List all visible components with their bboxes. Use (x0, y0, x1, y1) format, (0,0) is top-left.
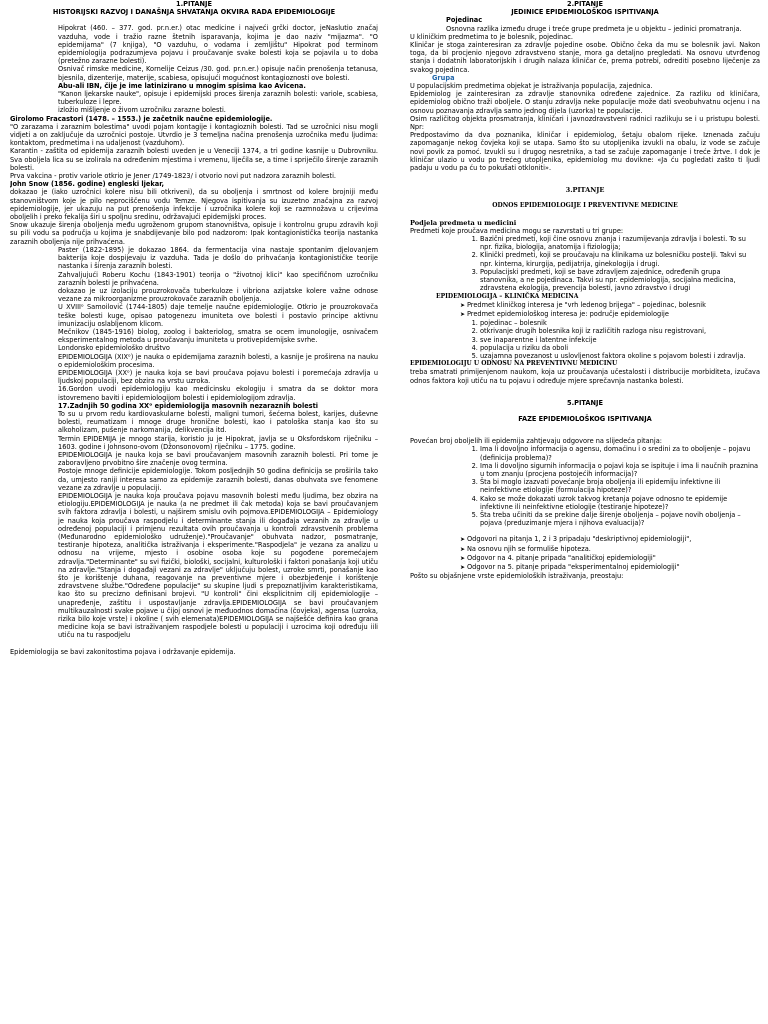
paragraph: Abu-ali IBN, čije je ime latinizirano u mnogim spisima kao Avicena. (58, 81, 306, 90)
paragraph: Epidemiolog je zainteresiran za zdravlje stanovnika određene zajednice. Za razliku od kliničara, epidemiolog obično traži oboljele. O stanju zdravlja neke populacije može dati sveobuhvatnu ocjenu i na osnovu poznavanja zdravlja samo jednog dijela (uzorka) te populacije. (410, 90, 760, 115)
list-item: 3. Populacijski predmeti, koji se bave zdravljem zajednice, određenih grupa stanovnika, a ne pojedinaca. Takvi su npr. epidemiologija, socijalna medicina, zdravstena ekologija, prevencija bolesti, javno zdravstvo i drugi (480, 268, 760, 293)
epi-klin-heading: EPIDEMIOLOGIJA – KLINIČKA MEDICINA (436, 292, 579, 300)
paragraph: Postoje mnoge definicije epidemiologije. Tokom posljednjih 50 godina definicija se proširila tako da, umjesto raniji interesa samo za epidemije zaraznih bolesti, danas obuhvata sve fenomene vezane za zdravlje u populaciji. (58, 467, 378, 492)
list-item: ➤ Predmet epidemiološkog interesa je: područje epidemiologije (460, 310, 760, 319)
paragraph: Hipokrat (460. – 377. god. pr.n.er.) otac medicine i najveći grčki doctor, jeNaslutio značaj vazduha, vode i tražio razne štetnih isparavanja, kojima je dao naziv "mijazma". "O epidemijama" (7 knjiga), "O vazduhu, o vodama i zemljištu" Hipokrat pod terminom epidemiologija podrazumjeva pojavu i proučavanje svake bolesti koja se pojavila u to doba (pretežno zarazne bolesti). (58, 24, 378, 66)
arrow-list (410, 535, 760, 572)
q2-number: 2.PITANJE (567, 0, 603, 8)
paragraph: John Snow (1856. godine) engleski ljekar, (10, 180, 164, 189)
q2-title: JEDINICE EPIDEMIOLOŠKOG ISPITIVANJA (511, 8, 659, 17)
list-item: 5. Šta treba učiniti da se prekine dalje širenje oboljenja – pojave novih oboljenja – pojava (preduzimanje mjera i njihova evaluacija)? (480, 511, 760, 527)
list-item: 2. otkrivanje drugih bolesnika koji iz različitih razloga nisu registrovani, (480, 327, 760, 335)
list-item: 1. Ima li dovoljno informacija o agensu, domaćinu i o sredini za to oboljenje – pojavu (definicija problema)? (480, 445, 760, 461)
paragraph: dokazao je uz izolaciju prouzrokovača tuberkuloze i vibriona azijatske kolere važne odnose vezane za mikroorganizme prouzrokovače zaraznih oboljenja. (58, 286, 378, 304)
paragraph: 16.Gordon uvodi epidemiologiju kao medicinsku ekologiju i smatra da se doktor mora istovremeno baviti i epidemiologijom bolesti i epidemiologijom zdravlja. (58, 385, 378, 402)
paragraph: Osnovna razlika između druge i treće grupe predmeta je u objektu – jedinici promatranja. (446, 24, 742, 33)
paragraph: Predmeti koje proučava medicina mogu se razvrstati u tri grupe: (410, 226, 624, 235)
paragraph: EPIDEMIOLOGIJA je nauka koja proučava pojavu masovnih bolesti među ljudima, bez obzira na etiologiju.EPIDEMIOLOGIJA je nauka (a ne predmet ili čak metoda) koja se bavi proučavanjem svih faktora zdravlja i bolesti, u najširem smislu ovih pojmova.EPIDEMIOLOGIJA – Epidemiology je nauka koja proučava raspodjelu i determinante stanja ili događaja vezanih za zdravlje u određenoj populaciji i primjenu rezultata ovih proučavanja u kontroli zdravstvenih problema (Međunarodno epidemiološko udruženje)."Proučavanje" obuhvata nadzor, posmatranje, testiranje hipoteza, analitička istraživanja i eksperimente."Raspodjela" je vezana za analizu u odnosu na vrijeme, mjesto i osobine osoba koje su pogođene poremećajem zdravlja."Determinante" su svi fizički, biološki, socijalni, kulturološki i faktori ponašanja koji utiču na zdravlje."Stanja i događaji vezani za zdravlje" uključuju bolest, uzroke smrti, ponašanje kao što je korištenje duhana, reagovanje na preventivne mjere i obezbjeđenje i korištenje zdravstvene službe."Određene populacije" su skupine ljudi s prepoznatljivim karakteristikama, kao što su precizno definisani brojevi. "U kontroli" čini eksplicitnim cilj epidemiologije – unapređenje, zaštitu i uspostavljanje zdravlja.EPIDEMIOLOGIJA se bavi proučavanjem multikauzalnosti svake pojave u čijoj osnovi je međuodnos domaćina (čovjeka), agensa (uzroka, rizika bilo koje vrste) i okoline ( svih elemenata)EPIDEMIOLOGIJA se najšešće definira kao grana medicine koja se bavi istraživanjem raspodjele bolesti u populaciji i uzrocima koji određuju iili utiču na tu raspodjelu (58, 491, 378, 640)
list-item: ➤ Odgovor na 5. pitanje pripada "eksperimentalnoj epidemiologiji" (460, 563, 760, 572)
paragraph: Termin EPIDEMIJA je mnogo starija, koristio ju je Hipokrat, javlja se u Oksfordskom riječniku – 1603. godine i Johnsono-ovom (Džonsonovom) riječniku – 1775. godine. (58, 434, 378, 451)
paragraph: Karantin - zaštita od epidemija zaraznih bolesti uveden je u Veneciji 1374, a tri godine kasnije u Dubrovniku. Sva oboljela lica su se izolirala na određenim mjestima i vremenu, liječila se, a time i spriječilo širenje zaraznih bolesti. (10, 147, 378, 172)
grupa-heading: Grupa (432, 73, 455, 82)
list-item: 3. sve inaparentne i latentne infekcije (480, 336, 760, 344)
paragraph: To su u prvom redu kardiovaskularne bolesti, maligni tumori, šećerna bolest, karijes, duševne bolesti, reumatizam i mnoge druge hronične bolesti, kao i patološka stanja kao što su alkoholizam, pušenje narkomanija, delikvencija itd. (58, 409, 378, 435)
q3-number: 3.PITANJE (565, 186, 605, 195)
paragraph: U populacijskim predmetima objekat je istraživanja populacija, zajednica. (410, 82, 653, 91)
questions-list (410, 445, 760, 527)
paragraph: dokazao je (iako uzročnici kolere nisu bili otkriveni), da su oboljenja i smrtnost od kolere brojniji među stanovništvom koje je pilo neprociščenu vodu Temze. Njegova ispitivanja su izuzetno značajna za razvoj epidemiologije, jer ukazuju na put prenošenja infekcije i uzročnika kolere koji se razmnožava u crijevima oboljelih i preko fekalija širi u spoljnu sredinu, održavajući epidemijski proces. (10, 188, 378, 222)
paragraph: Paster (1822-1895) je dokazao 1864. da fermentacija vina nastaje spontanim djelovanjem bakterija koje dospijevaju iz vazduha. Tada je došlo do prihvaćanja kontagionističke teorije nastanka i širenja zaraznih bolesti. (58, 245, 378, 271)
list-item: 2. Ima li dovoljno sigurnih informacija o pojavi koja se ispituje i ima li naučnih praznina u tom znanju (procjena postojećih informacija)? (480, 462, 760, 478)
paragraph: Kliničar je stoga zainteresiran za zdravlje pojedine osobe. Obično čeka da mu se bolesnik javi. Nakon toga, da bi procjenio njegovo zdravstveno stanje, mora ga detaljno pregledati. Na osnovu utvrđenog stanja i dodatnih laboratorijskih i drugih nalaza kliničar će, prema potrebi, odrediti posebno liječenje za svakog pojedinca. (410, 41, 760, 74)
groups-list (410, 235, 760, 292)
paragraph: izložio mišljenje o živom uzročniku zarazne bolesti. (58, 106, 226, 115)
list-item: 1. Bazični predmeti, koji čine osnovu znanja i razumijevanja zdravlja i bolesti. To su npr. fizika, biologija, anatomija i fiziologija; (480, 235, 760, 251)
q1-number: 1.PITANJE (176, 0, 212, 8)
pojedinac-heading: Pojedinac (446, 16, 483, 25)
paragraph: "Kanon ljekarske nauke", opisuje i epidemijski proces širenja zaraznih bolesti: variole, scabiesa, tuberkuloze i lepre. (58, 90, 378, 107)
list-item: ➤ Odgovor na 4. pitanje pripada "analitičkoj epidemiologiji" (460, 554, 760, 563)
q5-title: FAZE EPIDEMIOLOŠKOG ISPITIVANJA (518, 414, 652, 423)
list-item: 2. Klinički predmeti, koji se proučavaju na klinikama uz bolesničku postelji. Takvi su npr. kinterna, kirurgija, pedijatrija, ginekologija i drugi. (480, 251, 760, 267)
left-indented-block (10, 246, 378, 640)
paragraph: Londonsko epidemiološko društvo (58, 344, 170, 353)
paragraph: EPIDEMIOLOGIJA (XXᵒ) je nauka koja se bavi proučava pojavu bolesti i poremećaja zdravlja u ljudskoj populaciji, bez obzira na vrstu uzroka. (58, 368, 378, 386)
paragraph: Snow ukazuje širenja oboljenja među ugroženom grupom stanovništva, opisuje i kontrolnu grupu zdravih koji su pili vodu sa područja u kojima je snabdijevanje bilo pod nadzorom: Ipak kontagionistička teorija nastanka zaraznih oboljenja nije prihvaćena. (10, 221, 378, 246)
epi-prev-heading: EPIDEMIOLOGIJU U ODNOSU NA PREVENTIVNU MEDICINU (410, 360, 618, 368)
paragraph: treba smatrati primijenjenom naukom, koja uz proučavanja učestalosti i distribucije morbiditeta, izučava odnos faktora koji utiču na tu pojavu i određuje mjere sprečavnja nastanka bolesti. (410, 368, 760, 385)
paragraph: "O zarazama i zaraznim bolestima" uvodi pojam kontagije i kontagioznih bolesti. Tad se uzročnici nisu mogli vidjeti a on zaključuje da uzročnici postoje. Utvrdio je 3 temeljna načina prenošenja uzročnika među ljudima: kontaktom, predmetima i na udaljenost (vazduhom). (10, 122, 378, 148)
paragraph: Osim različitog objekta prosmatranja, kliničari i javnozdravstveni radnici razlikuju se i u pristupu bolesti. Npr: (410, 114, 760, 132)
paragraph: 17.Zadnjih 50 godina XXᵒ epidemiologija masovnih nezaraznih bolesti (58, 401, 319, 410)
q1-title: HISTORIJSKI RAZVOJ I DANAŠNJA SHVATANJA OKVIRA RADA EPIDEMIOLOGIJE (52, 8, 336, 17)
paragraph: EPIDEMIOLOGIJA je nauka koja se bavi proučavanjem masovnih zaraznih bolesti. Pri tome je zaboravljeno prvobitno šire značenje ovog termina. (58, 450, 378, 468)
paragraph: Pošto su objašnjene vrste epidemioloških istraživanja, preostaju: (410, 572, 624, 581)
paragraph: Mečnikov (1845-1916) biolog, zoolog i bakteriolog, smatra se ocem imunologije, osnivačem eksperimentalnog metoda u proučavanju imuniteta u protivepidemijske svrhe. (58, 327, 378, 345)
list-item: 1. pojedinac – bolesnik (480, 319, 760, 327)
list-item: 4. Kako se može dokazati uzrok takvog kretanja pojave odnosno te epidemije infektivne ili neinfektivne etiologije (testiranje hipoteze)? (480, 495, 760, 511)
left-column (10, 0, 378, 1024)
right-column (410, 0, 760, 1024)
paragraph: Zahvaljujući Roberu Kochu (1843-1901) teorija o "životnoj klici" kao specifičnom uzročniku zaraznih bolesti je prihvaćena. (58, 270, 378, 287)
area-list (410, 319, 760, 360)
podjela-heading: Podjela predmeta u medicini (410, 218, 517, 227)
paragraph: Prva vakcina - protiv variole otkrio je Jener /1749-1823/ i otvorio novi put nadzora zaraznih bolesti. (10, 172, 336, 181)
list-item: ➤ Predmet kliničkog interesa je "vrh ledenog brijega" – pojedinac, bolesnik (460, 301, 760, 310)
paragraph: U XVIIIᵒ Samoilović (1744-1805) daje temelje naučne epidemiologije. Otkrio je prouzrokovača teške bolesti kuge, opisao patogenezu imuniteta ove bolesti i postavio principe aktivnu imunizaciju oslabljenom klicom. (58, 303, 378, 328)
list-item: ➤ Odgovori na pitanja 1, 2 i 3 pripadaju "deskriptivnoj epidemiologiji", (460, 535, 760, 544)
list-item: 5. uzajamna povezanost u uslovljenost faktora okoline s pojavom bolesti i zdravlja. (480, 352, 760, 360)
list-item: 3. Šta bi moglo izazvati povećanje broja oboljenja ili epidemiju infektivne ili neinfektivne etiologije (formulacija hipoteze)? (480, 478, 760, 494)
list-item: ➤ Na osnovu njih se formuliše hipoteza. (460, 545, 760, 554)
paragraph: Osnivač rimske medicine, Kornelije Ceizus /30. god. pr.n.er.) opisuje način prenošenja tetanusa, bjesnila, dizenterije, materije, scabiesa, opisujući mogućnost kontagioznosti ove bolesti. (58, 65, 378, 82)
paragraph: EPIDEMIOLOGIJA (XIXᵒ) je nauka o epidemijama zaraznih bolesti, a kasnije je proširena na nauku o epidemiološkim procesima. (58, 352, 378, 369)
paragraph: Epidemiologija se bavi zakonitostima pojava i održavanje epidemija. (10, 647, 236, 656)
q3-title: ODNOS EPIDEMIOLOGIJE I PREVENTIVNE MEDICINE (492, 202, 678, 210)
arrow-list (410, 301, 760, 319)
paragraph: Girolomo Fracastori (1478. – 1553.) je začetnik naučne epidemiologije. (10, 114, 273, 123)
q5-number: 5.PITANJE (567, 398, 603, 407)
left-paragraphs (10, 24, 378, 114)
list-item: 4. populacija u riziku da oboli (480, 344, 760, 352)
paragraph: Povećan broj oboljelih ili epidemija zahtjevaju odgovore na slijedeća pitanja: (410, 437, 662, 446)
paragraph: U kliničkim predmetima to je bolesnik, pojedinac. (410, 32, 573, 41)
paragraph: Predpostavimo da dva poznanika, kliničar i epidemiolog, šetaju obalom rijeke. Iznenada začuju zapomaganje nekog čovjeka koji se utapa. Samo što su utopljenika izvukli na obalu, iz vode se začuje novi povik za pomoć. Izvukli su i drugog nesretnika, a tad se začuje zapomaganje i treće žrtve. I dok je kliničar ulazio u vodu po trećeg utopljenika, epidemiolog mu dovikne: «Ja ću pogledati zašto ti ljudi padaju u vodu pa ću to pokušati otkloniti». (410, 131, 760, 173)
